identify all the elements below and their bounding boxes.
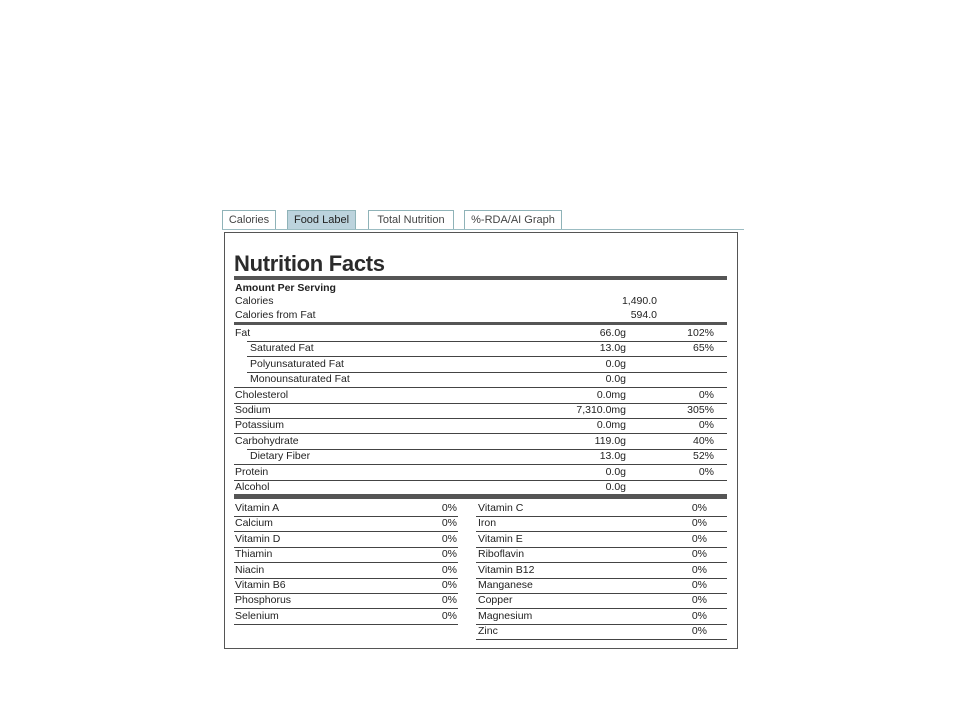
nutrient-daily-value: 65% (692, 342, 714, 354)
vitamins-divider (234, 494, 727, 499)
tab-bar (222, 210, 744, 230)
vitamin-name: Thiamin (235, 548, 273, 560)
vitamin-percent: 0% (441, 502, 457, 514)
vitamin-name: Vitamin D (235, 533, 281, 545)
row-divider (247, 341, 727, 342)
vitamin-percent: 0% (691, 502, 707, 514)
nutrient-name: Fat (235, 327, 251, 339)
row-divider (234, 464, 727, 465)
nutrient-amount: 0.0g (605, 358, 626, 370)
vitamin-percent: 0% (691, 610, 707, 622)
vitamin-percent: 0% (691, 579, 707, 591)
vitamin-percent: 0% (691, 517, 707, 529)
nutrient-amount: 0.0mg (596, 389, 626, 401)
nutrient-amount: 13.0g (599, 450, 626, 462)
vitamin-name: Calcium (235, 517, 273, 529)
vitamin-name: Manganese (478, 579, 533, 591)
nutrient-amount: 0.0g (605, 373, 626, 385)
nutrient-name: Sodium (235, 404, 271, 416)
vitamin-name: Magnesium (478, 610, 533, 622)
vitamin-name: Copper (478, 594, 513, 606)
title-divider (234, 276, 727, 280)
vitamin-percent: 0% (691, 564, 707, 576)
row-divider (247, 449, 727, 450)
row-divider (234, 418, 727, 419)
tab-rda-ai-graph[interactable]: %-RDA/AI Graph (464, 210, 562, 229)
nutrient-amount: 0.0mg (596, 419, 626, 431)
nutrient-name: Alcohol (235, 481, 270, 493)
row-divider (234, 480, 727, 481)
vitamin-name: Vitamin C (478, 502, 524, 514)
vitamin-name: Vitamin A (235, 502, 280, 514)
row-divider (476, 639, 727, 640)
nutrient-amount: 7,310.0mg (576, 404, 626, 416)
nutrient-daily-value: 40% (692, 435, 714, 447)
vitamin-percent: 0% (691, 625, 707, 637)
tab-total-nutrition[interactable]: Total Nutrition (368, 210, 454, 229)
vitamin-name: Riboflavin (478, 548, 525, 560)
nutrient-daily-value: 0% (698, 419, 714, 431)
nutrient-name: Potassium (235, 419, 285, 431)
vitamin-name: Phosphorus (235, 594, 292, 606)
nutrient-amount: 0.0g (605, 466, 626, 478)
nutrient-name: Monounsaturated Fat (250, 373, 350, 385)
nutrient-daily-value: 0% (698, 389, 714, 401)
nutrient-amount: 13.0g (599, 342, 626, 354)
nutrition-facts-title: Nutrition Facts (234, 251, 385, 276)
nutrient-name: Saturated Fat (250, 342, 314, 354)
vitamin-name: Niacin (235, 564, 265, 576)
nutrient-name: Dietary Fiber (250, 450, 311, 462)
tab-underline (222, 229, 744, 230)
calories-value: 1,490.0 (621, 295, 657, 307)
nutrient-amount: 119.0g (594, 435, 626, 447)
amount-per-serving: Amount Per Serving (235, 282, 336, 294)
nutrient-daily-value: 305% (687, 404, 714, 416)
vitamin-name: Iron (478, 517, 497, 529)
nutrient-amount: 0.0g (605, 481, 626, 493)
vitamin-percent: 0% (441, 548, 457, 560)
vitamin-name: Vitamin B6 (235, 579, 286, 591)
nutrient-daily-value: 102% (687, 327, 714, 339)
calories-from-fat-label: Calories from Fat (235, 309, 316, 321)
row-divider (234, 403, 727, 404)
vitamin-percent: 0% (441, 564, 457, 576)
vitamin-percent: 0% (441, 533, 457, 545)
calories-label: Calories (235, 295, 274, 307)
row-divider (234, 624, 458, 625)
nutrient-name: Polyunsaturated Fat (250, 358, 344, 370)
vitamin-name: Vitamin B12 (478, 564, 535, 576)
vitamin-name: Selenium (235, 610, 279, 622)
nutrient-name: Protein (235, 466, 269, 478)
nutrient-daily-value: 0% (698, 466, 714, 478)
calories-divider (234, 322, 727, 325)
vitamin-percent: 0% (441, 579, 457, 591)
nutrient-name: Cholesterol (235, 389, 289, 401)
row-divider (234, 433, 727, 434)
nutrient-daily-value: 52% (692, 450, 714, 462)
row-divider (234, 387, 727, 388)
vitamin-name: Vitamin E (478, 533, 523, 545)
nutrient-amount: 66.0g (599, 327, 626, 339)
nutrient-name: Carbohydrate (235, 435, 299, 447)
vitamin-percent: 0% (441, 517, 457, 529)
vitamin-percent: 0% (441, 610, 457, 622)
vitamin-name: Zinc (478, 625, 498, 637)
vitamin-percent: 0% (691, 548, 707, 560)
vitamin-percent: 0% (441, 594, 457, 606)
calories-from-fat-value: 594.0 (630, 309, 657, 321)
tab-calories[interactable]: Calories (222, 210, 276, 229)
tab-food-label[interactable]: Food Label (287, 210, 356, 229)
vitamin-percent: 0% (691, 594, 707, 606)
vitamin-percent: 0% (691, 533, 707, 545)
